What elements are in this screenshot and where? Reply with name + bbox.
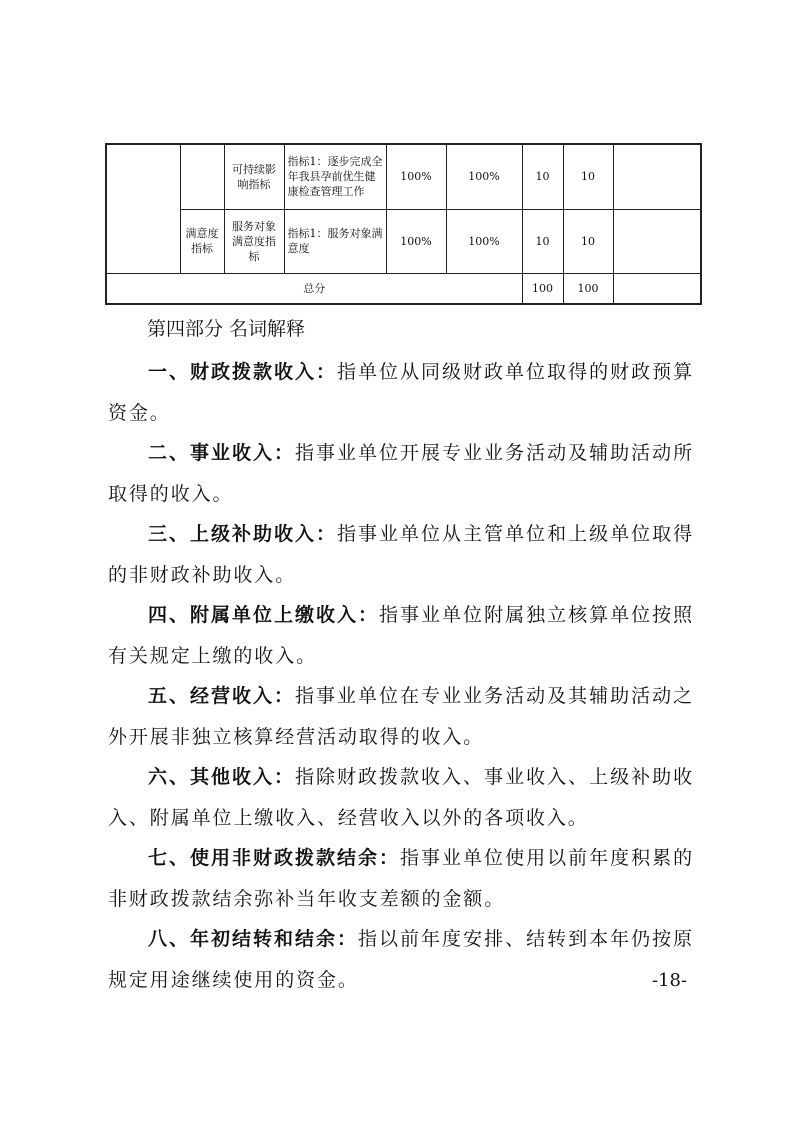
- table-total-row: [106, 273, 701, 304]
- total-c6: 100: [522, 273, 563, 304]
- glossary-definition: 指单位从同级财政单位取得的财政预算资金。: [108, 361, 694, 424]
- glossary-definition: 指以前年度安排、结转到本年仍按原规定用途继续使用的资金。: [108, 928, 694, 991]
- table-cell: 10: [563, 209, 613, 273]
- glossary-definition: 指事业单位在专业业务活动及其辅助活动之外开展非独立核算经营活动取得的收入。: [108, 685, 694, 748]
- table-cell: 10: [522, 209, 563, 273]
- glossary-item: [108, 838, 694, 919]
- glossary-term: 六、其他收入：: [148, 766, 296, 788]
- table-cell: 指标1：服务对象满意度: [284, 209, 386, 273]
- table-cell: 10: [522, 144, 563, 209]
- glossary-item: [108, 676, 694, 757]
- table-cell: 100%: [386, 144, 446, 209]
- table-cell: [180, 144, 224, 209]
- glossary-term: 一、财政拨款收入：: [148, 361, 338, 383]
- table-cell: 指标1：逐步完成全年我县孕前优生健康检查管理工作: [284, 144, 386, 209]
- glossary-term: 七、使用非财政拨款结余：: [148, 847, 401, 869]
- glossary-definition: 指事业单位使用以前年度积累的非财政拨款结余弥补当年收支差额的金额。: [108, 847, 694, 910]
- glossary-definition: 指事业单位从主管单位和上级单位取得的非财政补助收入。: [108, 523, 694, 586]
- table-cell: [613, 209, 701, 273]
- glossary-definition: 指除财政拨款收入、事业收入、上级补助收入、附属单位上缴收入、经营收入以外的各项收入。: [108, 766, 694, 829]
- glossary-term: 二、事业收入：: [148, 442, 296, 464]
- glossary-term: 四、附属单位上缴收入：: [148, 604, 380, 626]
- glossary-term: 八、年初结转和结余：: [148, 928, 359, 950]
- glossary-definition: 指事业单位附属独立核算单位按照有关规定上缴的收入。: [108, 604, 694, 667]
- glossary-term: 三、上级补助收入：: [148, 523, 338, 545]
- table-row: [106, 209, 701, 273]
- table-cell: 可持续影响指标: [224, 144, 284, 209]
- total-c7: 100: [563, 273, 613, 304]
- table-cell: [106, 144, 180, 273]
- table-cell: 服务对象满意度指标: [224, 209, 284, 273]
- glossary-item: [108, 433, 694, 514]
- glossary-item: [108, 514, 694, 595]
- total-label: 总分: [106, 273, 522, 304]
- glossary-item: [108, 757, 694, 838]
- page-number: -18-: [652, 970, 688, 991]
- section-title: 第四部分 名词解释: [147, 318, 306, 340]
- table-cell: 100%: [446, 144, 522, 209]
- glossary-item: [108, 352, 694, 433]
- glossary: [108, 352, 694, 1000]
- table-cell: 满意度指标: [180, 209, 224, 273]
- glossary-term: 五、经营收入：: [148, 685, 296, 707]
- glossary-definition: 指事业单位开展专业业务活动及辅助活动所取得的收入。: [108, 442, 694, 505]
- table-cell: 100%: [386, 209, 446, 273]
- table-cell: 100%: [446, 209, 522, 273]
- glossary-item: [108, 919, 694, 1000]
- performance-table: [105, 143, 702, 305]
- table-cell: [613, 273, 701, 304]
- glossary-item: [108, 595, 694, 676]
- table-row: [106, 144, 701, 209]
- table-cell: [613, 144, 701, 209]
- table-cell: 10: [563, 144, 613, 209]
